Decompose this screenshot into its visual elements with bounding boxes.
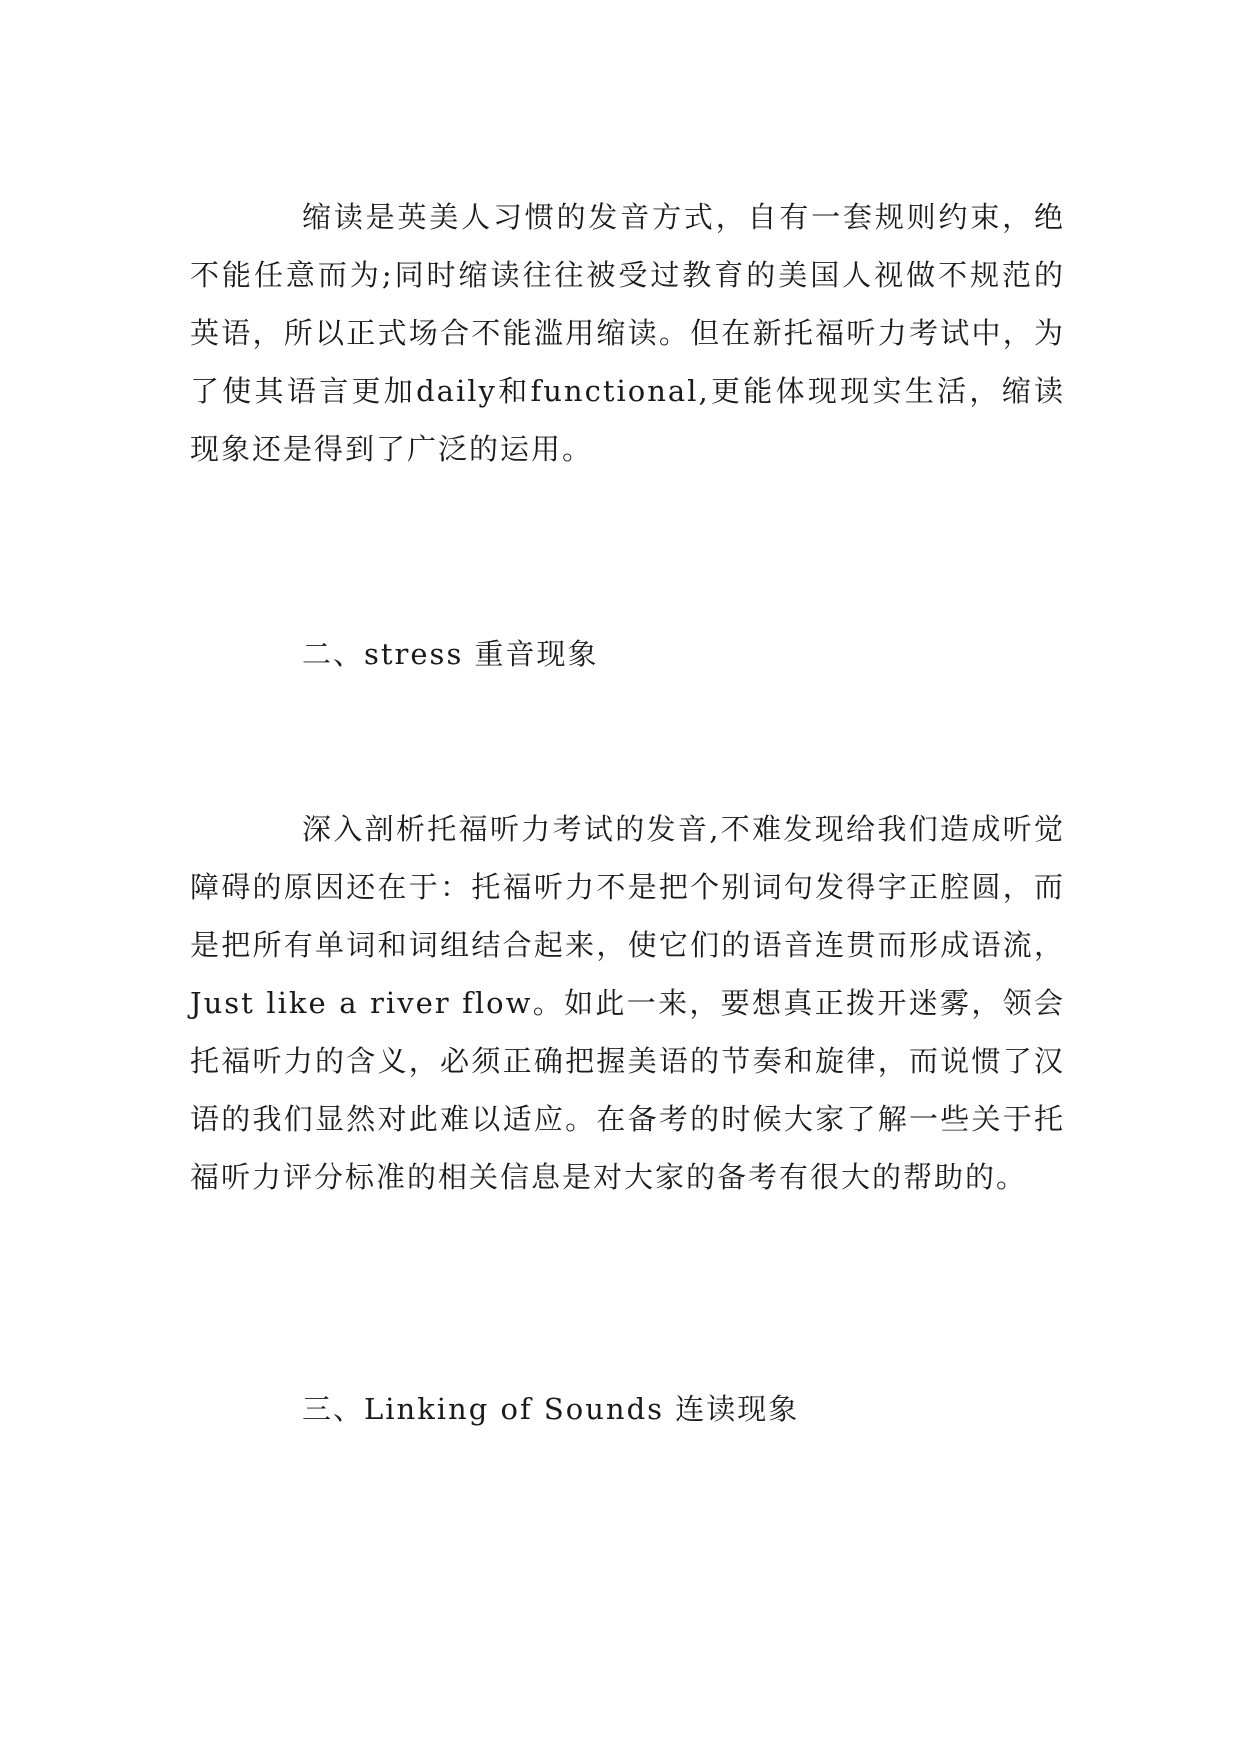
section-heading-stress: 二、stress 重音现象 [302,637,599,671]
paragraph-stress: 深入剖析托福听力考试的发音,不难发现给我们造成听觉障碍的原因还在于：托福听力不是把个别词句发得字正腔圆，而是把所有单词和词组结合起来，使它们的语音连贯而形成语流，Just like a river flow。如此一来，要想真正拨开迷雾，领会托福听力的含义，必须正确把握美语的节奏和旋律，而说惯了汉语的我们显然对此难以适应。在备考的时候大家了解一些关于托福听力评分标准的相关信息是对大家的备考有很大的帮助的。 [190,812,1065,1194]
paragraph-contractions: 缩读是英美人习惯的发音方式，自有一套规则约束，绝不能任意而为;同时缩读往往被受过教育的美国人视做不规范的英语，所以正式场合不能滥用缩读。但在新托福听力考试中，为了使其语言更加daily和functional,更能体现现实生活，缩读现象还是得到了广泛的运用。 [190,200,1065,466]
section-heading-linking: 三、Linking of Sounds 连读现象 [302,1392,800,1426]
